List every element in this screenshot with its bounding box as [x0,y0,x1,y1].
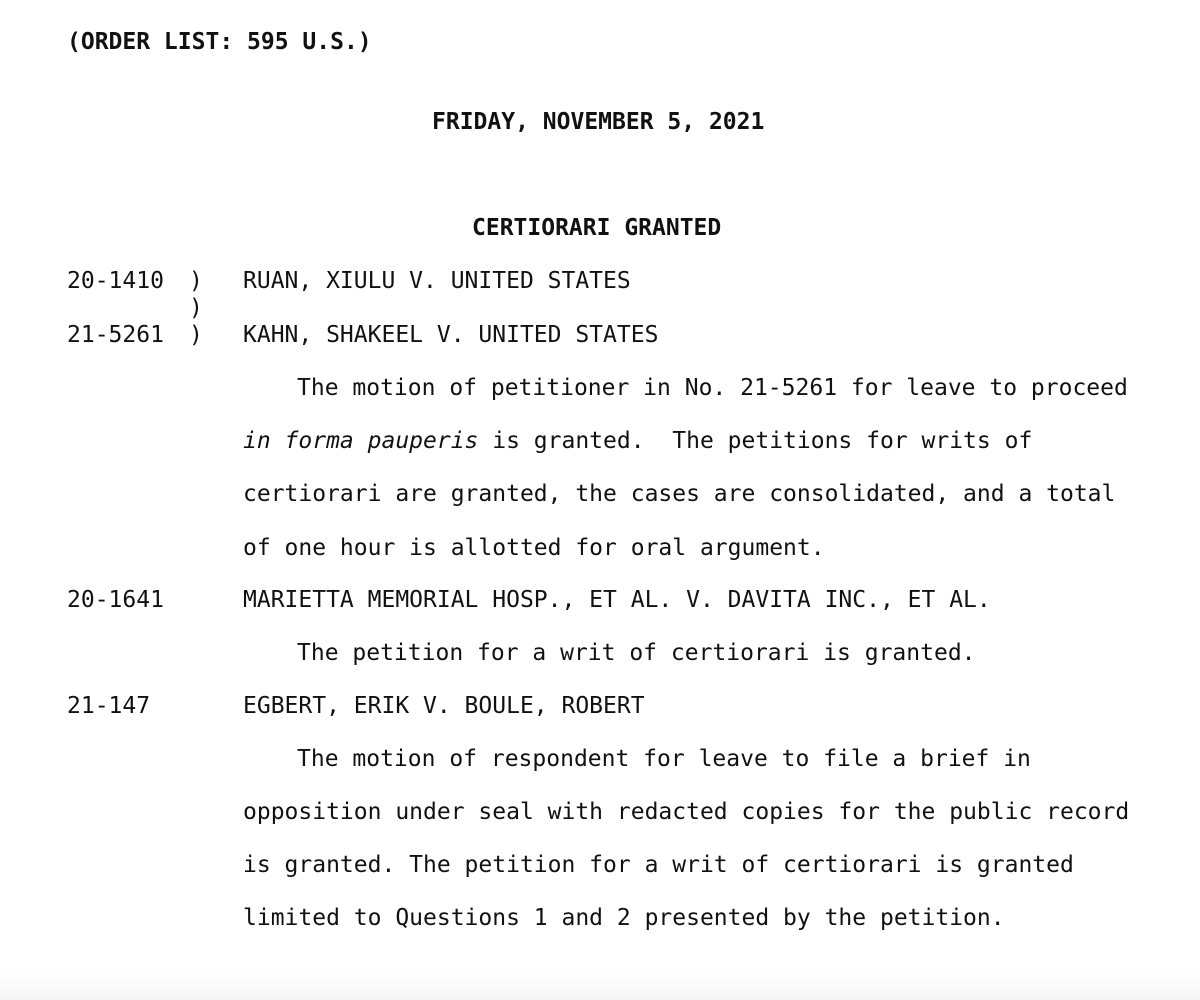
order-text-line: limited to Questions 1 and 2 presented by the petition. [243,905,1005,931]
docket-number: 21-5261 [67,322,164,348]
docket-number: 20-1410 [67,268,164,294]
order-text-line: of one hour is allotted for oral argument. [243,535,825,561]
order-text-segment: is granted. The petitions for writs of [478,428,1033,454]
docket-number: 21-147 [67,693,151,719]
page-bottom-edge [0,970,1200,1000]
order-text-line: certiorari are granted, the cases are consolidated, and a total [243,481,1116,507]
order-text-line: The motion of petitioner in No. 21-5261 for leave to proceed [297,375,1128,401]
order-text-line: The petition for a writ of certiorari is granted. [297,640,976,666]
bracket-paren: ) [189,295,203,321]
docket-number: 20-1641 [67,587,164,613]
order-text-line: The motion of respondent for leave to file a brief in [297,746,1031,772]
latin-phrase: in forma pauperis [243,428,479,454]
case-caption: MARIETTA MEMORIAL HOSP., ET AL. V. DAVITA INC., ET AL. [243,587,991,613]
order-text-line: opposition under seal with redacted copies for the public record [243,799,1130,825]
order-list-heading: (ORDER LIST: 595 U.S.) [67,29,372,55]
order-date: FRIDAY, NOVEMBER 5, 2021 [432,109,765,135]
order-text-line: is granted. The petition for a writ of certiorari is granted [243,852,1074,878]
bracket-paren: ) [189,268,203,294]
case-caption: EGBERT, ERIK V. BOULE, ROBERT [243,693,645,719]
case-caption: KAHN, SHAKEEL V. UNITED STATES [243,322,659,348]
case-caption: RUAN, XIULU V. UNITED STATES [243,268,631,294]
bracket-paren: ) [189,322,203,348]
section-title: CERTIORARI GRANTED [472,215,722,241]
order-text-line [243,430,1032,453]
